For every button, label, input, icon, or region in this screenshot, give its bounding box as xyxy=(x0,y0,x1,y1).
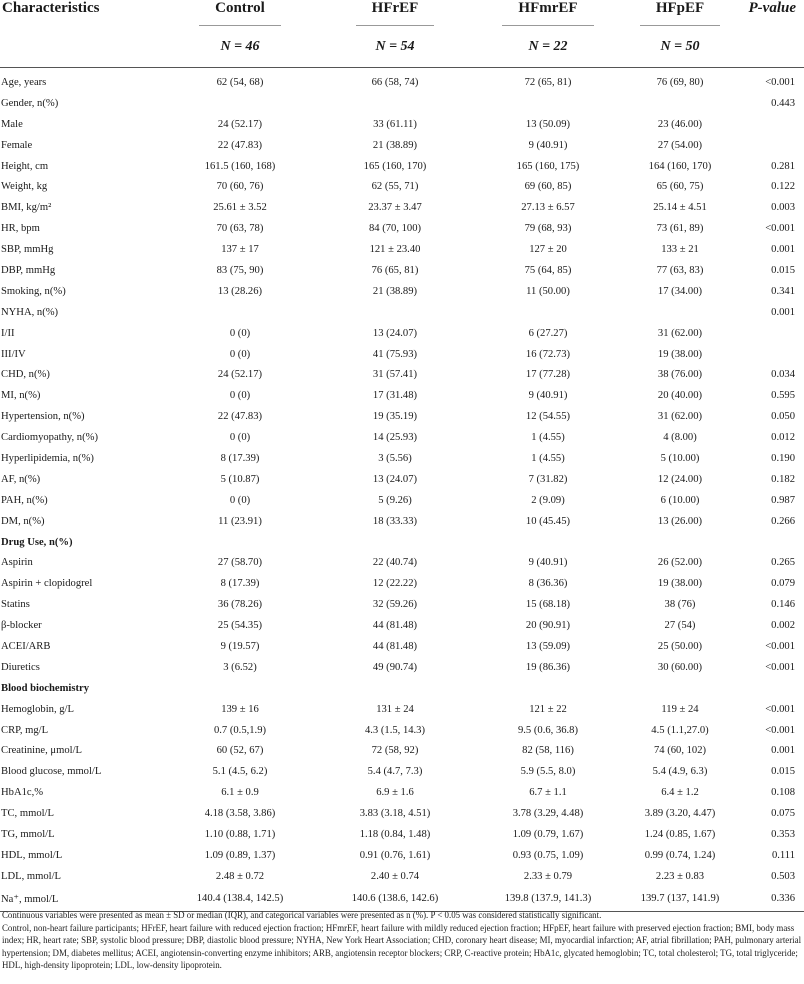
cell-pvalue: 0.111 xyxy=(771,849,795,861)
cell-value xyxy=(472,532,624,553)
cell-pvalue: <0.001 xyxy=(765,223,795,235)
cell-value: 31 (62.00) xyxy=(657,327,703,339)
cell-value: 41 (75.93) xyxy=(372,348,418,360)
row-label: Aspirin + clopidogrel xyxy=(1,578,93,590)
cell-pvalue: 0.075 xyxy=(771,808,795,820)
cell-value: 18 (33.33) xyxy=(372,515,418,527)
cell-value: 19 (38.00) xyxy=(657,348,703,360)
cell-value: 8 (17.39) xyxy=(220,578,260,590)
row-label: Male xyxy=(1,118,23,130)
cell-value: 4.5 (1.1,27.0) xyxy=(651,724,709,736)
cell-value xyxy=(318,93,472,114)
cell-value: 1.18 (0.84, 1.48) xyxy=(359,829,431,840)
cell-value: 75 (64, 85) xyxy=(524,264,572,276)
row-label: Height, cm xyxy=(1,160,49,172)
cell-value: 19 (38.00) xyxy=(657,578,703,590)
cell-value: 82 (58, 116) xyxy=(522,745,574,757)
cell-value: 21 (38.89) xyxy=(372,139,418,151)
cell-value: 84 (70, 100) xyxy=(368,223,422,235)
row-label: DM, n(%) xyxy=(1,515,45,527)
cell-value: 76 (65, 81) xyxy=(371,264,419,276)
header-blank xyxy=(0,27,162,68)
cell-value: 6 (10.00) xyxy=(660,494,700,506)
cell-value: 12 (24.00) xyxy=(657,473,703,485)
cell-pvalue: 0.336 xyxy=(736,887,804,912)
cell-value: 22 (40.74) xyxy=(372,557,418,569)
table-row xyxy=(0,281,804,302)
table-row xyxy=(0,511,804,532)
cell-value: 27 (54) xyxy=(664,620,696,632)
cell-value: 8 (36.36) xyxy=(528,578,568,590)
cell-value: 1.24 (0.85, 1.67) xyxy=(644,829,716,840)
row-label: HR, bpm xyxy=(1,223,40,235)
table-row xyxy=(0,782,804,803)
cell-value xyxy=(624,93,736,114)
cell-value: 26 (52.00) xyxy=(657,557,703,569)
cell-value: 164 (160, 170) xyxy=(648,160,712,172)
cell-value: 2.48 ± 0.72 xyxy=(215,870,265,882)
cell-value: 70 (60, 76) xyxy=(216,181,264,193)
cell-value xyxy=(472,678,624,699)
cell-value: 7 (31.82) xyxy=(528,473,568,485)
cell-pvalue: 0.034 xyxy=(771,369,795,381)
header-characteristics: Characteristics xyxy=(2,0,100,16)
cell-value: 70 (63, 78) xyxy=(216,223,264,235)
cell-value: 77 (63, 83) xyxy=(656,264,704,276)
table-row xyxy=(0,218,804,239)
cell-value: 16 (72.73) xyxy=(525,348,571,360)
cell-value: 161.5 (160, 168) xyxy=(204,160,276,172)
row-label: TC, mmol/L xyxy=(1,808,54,820)
cell-value: 27 (58.70) xyxy=(217,557,263,569)
cell-value: 20 (40.00) xyxy=(657,390,703,402)
cell-value: 9.5 (0.6, 36.8) xyxy=(517,724,579,736)
table-row xyxy=(0,469,804,490)
row-label: SBP, mmHg xyxy=(1,244,54,256)
table-row xyxy=(0,699,804,720)
cell-pvalue: 0.265 xyxy=(771,557,795,569)
cell-value: 9 (40.91) xyxy=(528,390,568,402)
table-row xyxy=(0,93,804,114)
cell-value: 62 (54, 68) xyxy=(216,76,264,88)
cell-pvalue xyxy=(736,323,804,344)
cell-pvalue: 0.002 xyxy=(771,620,795,632)
table-row xyxy=(0,490,804,511)
cell-value: 5.9 (5.5, 8.0) xyxy=(520,766,576,778)
cell-value: 165 (160, 170) xyxy=(363,160,427,172)
row-label: Hyperlipidemia, n(%) xyxy=(1,452,94,464)
table-row xyxy=(0,615,804,636)
cell-pvalue xyxy=(736,344,804,365)
table-row xyxy=(0,824,804,845)
table-row xyxy=(0,385,804,406)
cell-value: 127 ± 20 xyxy=(529,244,567,256)
cell-pvalue: 0.443 xyxy=(771,97,795,109)
cell-value: 2 (9.09) xyxy=(531,494,565,506)
cell-value: 25.14 ± 4.51 xyxy=(653,202,707,214)
cell-pvalue: 0.001 xyxy=(771,306,795,318)
cell-value: 38 (76) xyxy=(664,599,696,611)
cell-pvalue: 0.122 xyxy=(771,181,795,193)
cell-value: 140.6 (138.6, 142.6) xyxy=(318,887,472,912)
cell-value: 22 (47.83) xyxy=(217,411,263,423)
cell-value: 139.8 (137.9, 141.3) xyxy=(472,887,624,912)
row-label: AF, n(%) xyxy=(1,473,41,485)
row-label: Aspirin xyxy=(1,557,33,569)
cell-value: 2.33 ± 0.79 xyxy=(523,870,573,882)
row-label: Hypertension, n(%) xyxy=(1,411,85,423)
header-group-hfmref: HFmrEF xyxy=(472,0,624,27)
table-header xyxy=(0,0,804,68)
cell-value: 2.23 ± 0.83 xyxy=(655,870,705,882)
cell-pvalue: 0.341 xyxy=(771,285,795,297)
table-row xyxy=(0,887,804,912)
table-row xyxy=(0,68,804,93)
cell-pvalue: <0.001 xyxy=(765,724,795,736)
cell-value xyxy=(472,302,624,323)
cell-value: 79 (68, 93) xyxy=(524,223,572,235)
cell-pvalue: <0.001 xyxy=(765,640,795,652)
cell-value: 6.4 ± 1.2 xyxy=(661,787,699,799)
cell-value: 3 (5.56) xyxy=(378,452,412,464)
cell-value: 60 (52, 67) xyxy=(216,745,264,757)
cell-value: 17 (31.48) xyxy=(372,390,418,402)
row-label: DBP, mmHg xyxy=(1,264,56,276)
cell-value: 6 (27.27) xyxy=(528,327,568,339)
cell-pvalue: 0.190 xyxy=(771,452,795,464)
cell-value xyxy=(162,532,318,553)
cell-pvalue: <0.001 xyxy=(765,703,795,715)
row-label: Age, years xyxy=(1,76,47,88)
cell-value: 14 (25.93) xyxy=(372,432,418,444)
table-row xyxy=(0,741,804,762)
cell-value: 0 (0) xyxy=(229,327,251,339)
cell-value: 72 (58, 92) xyxy=(371,745,419,757)
cell-value: 27.13 ± 6.57 xyxy=(521,202,575,214)
cell-value: 69 (60, 85) xyxy=(524,181,572,193)
cell-pvalue: 0.012 xyxy=(771,432,795,444)
row-label: Blood biochemistry xyxy=(1,682,89,694)
section-row xyxy=(0,678,804,699)
cell-value: 0 (0) xyxy=(229,494,251,506)
row-label: CHD, n(%) xyxy=(1,369,50,381)
cell-value: 5 (9.26) xyxy=(378,494,412,506)
cell-value: 5 (10.00) xyxy=(660,452,700,464)
cell-value xyxy=(472,93,624,114)
cell-pvalue xyxy=(736,532,804,553)
header-n-hfmref: N = 22 xyxy=(472,27,624,68)
cell-value: 3 (6.52) xyxy=(223,661,257,673)
table-row xyxy=(0,594,804,615)
table-row xyxy=(0,636,804,657)
row-label: CRP, mg/L xyxy=(1,724,49,736)
cell-value: 13 (24.07) xyxy=(372,473,418,485)
row-label: BMI, kg/m² xyxy=(1,202,52,214)
cell-value xyxy=(162,302,318,323)
cell-value: 3.78 (3.29, 4.48) xyxy=(512,808,584,820)
cell-value: 13 (50.09) xyxy=(525,118,571,130)
cell-value: 30 (60.00) xyxy=(657,661,703,673)
table-row xyxy=(0,448,804,469)
row-label: Gender, n(%) xyxy=(1,97,59,109)
header-pvalue: P-value xyxy=(748,0,796,16)
row-label: Hemoglobin, g/L xyxy=(1,703,74,715)
cell-value: 66 (58, 74) xyxy=(371,76,419,88)
cell-value: 5.4 (4.9, 6.3) xyxy=(652,766,708,778)
cell-value: 0.91 (0.76, 1.61) xyxy=(359,849,431,861)
cell-value: 121 ± 23.40 xyxy=(369,244,421,256)
cell-value: 23.37 ± 3.47 xyxy=(368,202,422,214)
cell-value: 119 ± 24 xyxy=(661,703,699,715)
cell-value: 10 (45.45) xyxy=(525,515,571,527)
cell-value: 0.7 (0.5,1.9) xyxy=(213,724,267,736)
cell-value: 0 (0) xyxy=(229,432,251,444)
cell-pvalue: 0.595 xyxy=(771,390,795,402)
cell-pvalue: 0.353 xyxy=(771,829,795,840)
row-label: I/II xyxy=(1,327,15,339)
cell-pvalue: 0.079 xyxy=(771,578,795,590)
cell-value: 5 (10.87) xyxy=(220,473,260,485)
cell-value: 12 (54.55) xyxy=(525,411,571,423)
cell-value: 19 (35.19) xyxy=(372,411,418,423)
cell-value: 165 (160, 175) xyxy=(516,160,580,172)
cell-value: 8 (17.39) xyxy=(220,452,260,464)
cell-value: 25.61 ± 3.52 xyxy=(213,202,267,214)
cell-pvalue: 0.108 xyxy=(771,787,795,799)
cell-value: 137 ± 17 xyxy=(221,244,259,256)
table-row xyxy=(0,114,804,135)
cell-value xyxy=(162,93,318,114)
cell-value: 62 (55, 71) xyxy=(371,181,419,193)
cell-value: 9 (40.91) xyxy=(528,557,568,569)
row-label: Statins xyxy=(1,599,30,611)
cell-value xyxy=(162,678,318,699)
table-row xyxy=(0,156,804,177)
header-group-hfref: HFrEF xyxy=(318,0,472,27)
cell-pvalue: 0.003 xyxy=(771,202,795,214)
row-label: Blood glucose, mmol/L xyxy=(1,766,102,778)
cell-value: 4.18 (3.58, 3.86) xyxy=(204,808,276,820)
row-label: PAH, n(%) xyxy=(1,494,48,506)
cell-value: 25 (54.35) xyxy=(217,620,263,632)
row-label: Na⁺, mmol/L xyxy=(0,887,162,912)
cell-value: 1 (4.55) xyxy=(531,452,565,464)
footnote-abbreviations: Control, non-heart failure participants; HFrEF, heart failure with reduced ejection fraction; HFmrEF, heart failure with mildly reduced ejection fraction; HFpEF, heart failure with preserved ejection fraction; BMI, body mass index; HR, heart rate; SBP, systolic blood pressure; DBP, diastolic blood pressure; NYHA, New York Heart Association; CHD, coronary heart disease; MI, myocardial infarction; AF, atrial fibrillation; PAH, pulmonary arterial hypertension; DM, diabetes mellitus; ACEI, angiotensin-converting enzyme inhibitors; ARB, angiotensin receptor blockers; CRP, C-reactive protein; HbA1c, glycated hemoglobin; TC, total cholesterol; TG, total triglyceride; HDL, high-density lipoprotein; LDL, low-density lipoprotein. xyxy=(2,922,802,970)
header-group-hfpef: HFpEF xyxy=(624,0,736,27)
header-group-control: Control xyxy=(162,0,318,27)
cell-value: 133 ± 21 xyxy=(661,244,699,256)
cell-value: 9 (19.57) xyxy=(220,640,260,652)
cell-pvalue: 0.050 xyxy=(771,411,795,423)
cell-value: 0 (0) xyxy=(229,390,251,402)
header-row xyxy=(0,0,804,27)
cell-value: 13 (59.09) xyxy=(525,640,571,652)
row-label: Creatinine, μmol/L xyxy=(1,745,82,757)
cell-pvalue xyxy=(736,678,804,699)
cell-value: 2.40 ± 0.74 xyxy=(370,870,420,882)
cell-value: 4.3 (1.5, 14.3) xyxy=(364,724,426,736)
cell-value: 65 (60, 75) xyxy=(656,181,704,193)
cell-value: 139 ± 16 xyxy=(221,703,259,715)
cell-value: 139.7 (137, 141.9) xyxy=(624,887,736,912)
cell-value: 3.83 (3.18, 4.51) xyxy=(359,808,431,820)
cell-value: 44 (81.48) xyxy=(372,640,418,652)
row-label: β-blocker xyxy=(1,620,42,632)
cell-value: 11 (23.91) xyxy=(218,515,262,527)
table-row xyxy=(0,364,804,385)
table-row xyxy=(0,302,804,323)
cell-value: 44 (81.48) xyxy=(372,620,418,632)
table-row xyxy=(0,135,804,156)
cell-value: 76 (69, 80) xyxy=(656,76,704,88)
header-n-row xyxy=(0,27,804,68)
cell-value: 23 (46.00) xyxy=(657,118,703,130)
cell-value: 31 (62.00) xyxy=(657,411,703,423)
row-label: MI, n(%) xyxy=(1,390,41,402)
cell-value: 140.4 (138.4, 142.5) xyxy=(162,887,318,912)
cell-value xyxy=(624,678,736,699)
cell-value: 5.4 (4.7, 7.3) xyxy=(367,766,423,778)
row-label: Female xyxy=(1,139,33,151)
cell-value xyxy=(318,532,472,553)
table-row xyxy=(0,323,804,344)
cell-value xyxy=(624,302,736,323)
header-n-hfpef: N = 50 xyxy=(624,27,736,68)
cell-value: 74 (60, 102) xyxy=(653,745,707,757)
cell-pvalue: 0.182 xyxy=(771,473,795,485)
row-label: HbA1c,% xyxy=(1,787,44,799)
table-footnotes xyxy=(2,909,802,972)
cell-value: 9 (40.91) xyxy=(528,139,568,151)
cell-value: 17 (77.28) xyxy=(525,369,571,381)
row-label: Cardiomyopathy, n(%) xyxy=(1,432,98,444)
table-row xyxy=(0,427,804,448)
cell-pvalue: 0.146 xyxy=(771,599,795,611)
cell-pvalue: 0.015 xyxy=(771,264,795,276)
cell-pvalue xyxy=(736,114,804,135)
header-n-hfref: N = 54 xyxy=(318,27,472,68)
table-row xyxy=(0,260,804,281)
cell-value: 11 (50.00) xyxy=(526,285,570,297)
cell-value: 13 (24.07) xyxy=(372,327,418,339)
cell-value xyxy=(318,302,472,323)
cell-pvalue xyxy=(736,135,804,156)
cell-pvalue: 0.001 xyxy=(771,745,795,757)
row-label: III/IV xyxy=(1,348,26,360)
cell-value: 6.9 ± 1.6 xyxy=(376,787,414,799)
table-row xyxy=(0,866,804,887)
table-row xyxy=(0,406,804,427)
cell-value: 6.7 ± 1.1 xyxy=(529,787,567,799)
cell-value: 19 (86.36) xyxy=(525,661,571,673)
cell-value: 49 (90.74) xyxy=(372,661,418,673)
cell-value: 131 ± 24 xyxy=(376,703,414,715)
cell-pvalue: 0.015 xyxy=(771,766,795,778)
row-label: TG, mmol/L xyxy=(1,829,55,840)
row-label: Weight, kg xyxy=(1,181,48,193)
cell-value: 0.99 (0.74, 1.24) xyxy=(644,849,716,861)
row-label: NYHA, n(%) xyxy=(1,306,59,318)
cell-pvalue: 0.987 xyxy=(771,494,795,506)
cell-value: 121 ± 22 xyxy=(529,703,567,715)
cell-value: 5.1 (4.5, 6.2) xyxy=(212,766,268,778)
cell-value: 83 (75, 90) xyxy=(216,264,264,276)
cell-value: 13 (26.00) xyxy=(657,515,703,527)
cell-pvalue: <0.001 xyxy=(765,661,795,673)
cell-value: 1.10 (0.88, 1.71) xyxy=(204,829,276,840)
cell-value: 25 (50.00) xyxy=(657,640,703,652)
cell-value: 17 (34.00) xyxy=(657,285,703,297)
row-label: HDL, mmol/L xyxy=(1,849,63,861)
row-label: Drug Use, n(%) xyxy=(1,536,73,548)
cell-value: 0.93 (0.75, 1.09) xyxy=(512,849,584,861)
footnote-stats: Continuous variables were presented as mean ± SD or median (IQR), and categorical variables were presented as n (%). P < 0.05 was considered statistically significant. xyxy=(2,910,602,920)
cell-pvalue: 0.503 xyxy=(771,870,795,882)
row-label: Smoking, n(%) xyxy=(1,285,66,297)
cell-value: 24 (52.17) xyxy=(217,118,263,130)
cell-value: 1 (4.55) xyxy=(531,432,565,444)
table-row xyxy=(0,657,804,678)
cell-value: 24 (52.17) xyxy=(217,369,263,381)
cell-value: 38 (76.00) xyxy=(657,369,703,381)
cell-value: 20 (90.91) xyxy=(525,620,571,632)
cell-value: 1.09 (0.79, 1.67) xyxy=(512,829,584,840)
cell-value: 27 (54.00) xyxy=(657,139,703,151)
row-label: LDL, mmol/L xyxy=(1,870,62,882)
cell-pvalue: 0.001 xyxy=(771,244,795,256)
cell-value: 31 (57.41) xyxy=(372,369,418,381)
cell-value: 3.89 (3.20, 4.47) xyxy=(644,808,716,820)
cell-pvalue: <0.001 xyxy=(765,76,795,88)
table-row xyxy=(0,803,804,824)
cell-value: 4 (8.00) xyxy=(663,432,697,444)
cell-value: 36 (78.26) xyxy=(217,599,263,611)
cell-value: 21 (38.89) xyxy=(372,285,418,297)
cell-value: 1.09 (0.89, 1.37) xyxy=(204,849,276,861)
cell-value: 32 (59.26) xyxy=(372,599,418,611)
cell-value: 15 (68.18) xyxy=(525,599,571,611)
table-row xyxy=(0,552,804,573)
cell-value: 12 (22.22) xyxy=(372,578,418,590)
cell-value: 33 (61.11) xyxy=(373,118,417,130)
header-n-blank xyxy=(736,27,804,68)
cell-pvalue: 0.281 xyxy=(771,160,795,172)
table-body xyxy=(0,68,804,912)
section-row xyxy=(0,532,804,553)
cell-value: 13 (28.26) xyxy=(217,285,263,297)
table-row xyxy=(0,344,804,365)
table-row xyxy=(0,845,804,866)
table-row xyxy=(0,573,804,594)
cell-value: 22 (47.83) xyxy=(217,139,263,151)
table-row xyxy=(0,176,804,197)
table-row xyxy=(0,761,804,782)
cell-value xyxy=(318,678,472,699)
row-label: Diuretics xyxy=(1,661,40,673)
table-row xyxy=(0,197,804,218)
cell-value xyxy=(624,532,736,553)
header-n-control: N = 46 xyxy=(162,27,318,68)
cell-value: 72 (65, 81) xyxy=(524,76,572,88)
table-row xyxy=(0,720,804,741)
cell-value: 0 (0) xyxy=(229,348,251,360)
cell-pvalue: 0.266 xyxy=(771,515,795,527)
row-label: ACEI/ARB xyxy=(1,640,51,652)
table-row xyxy=(0,239,804,260)
cell-value: 6.1 ± 0.9 xyxy=(221,787,259,799)
cell-value: 73 (61, 89) xyxy=(656,223,704,235)
